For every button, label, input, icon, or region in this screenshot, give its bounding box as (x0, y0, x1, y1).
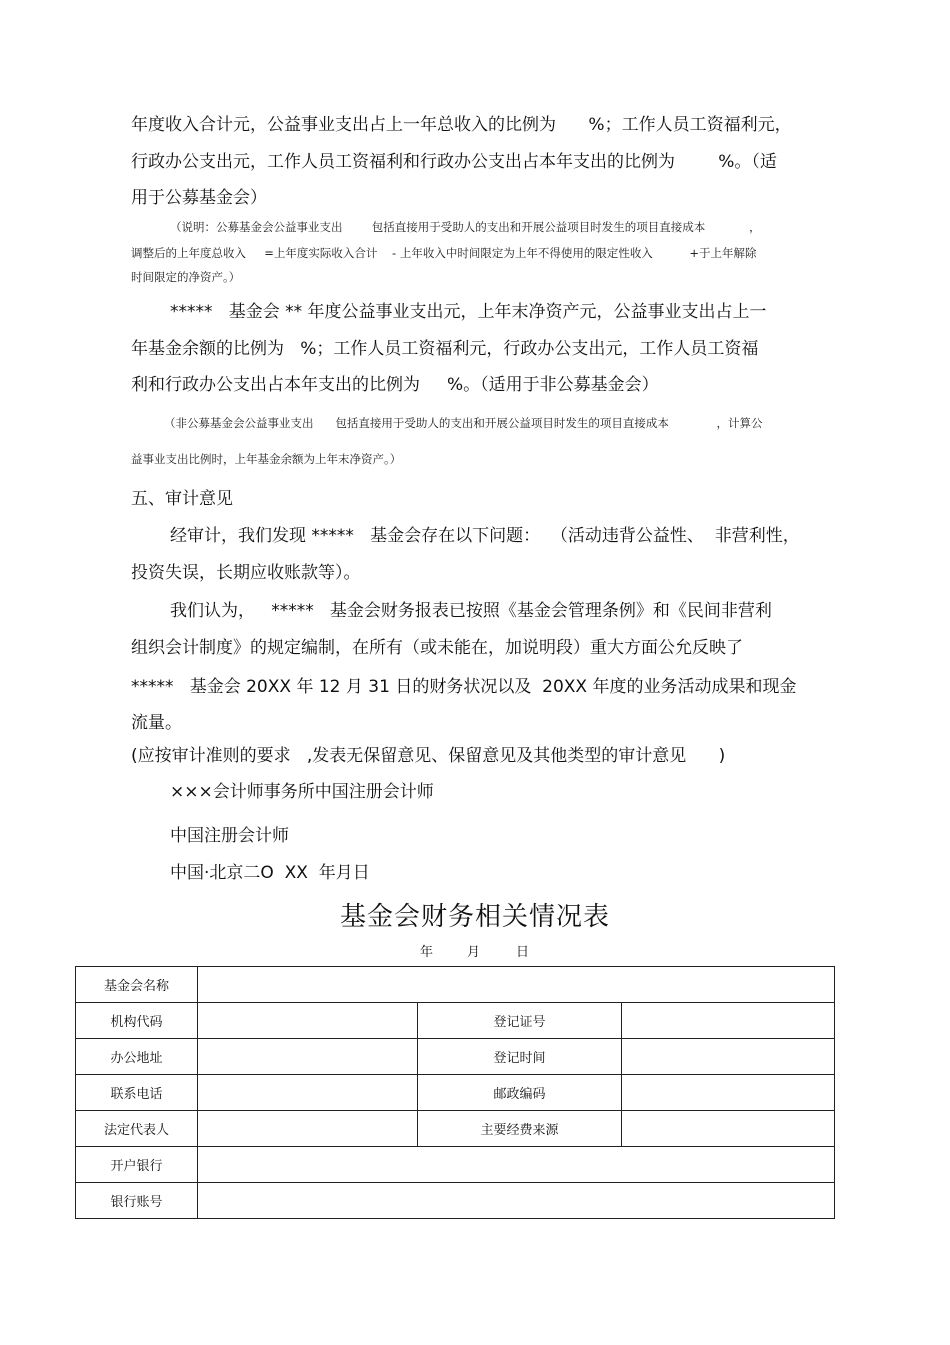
table-row (76, 1039, 835, 1075)
reg-no-field[interactable] (622, 1003, 835, 1039)
label-phone: 联系电话 (76, 1075, 198, 1111)
text-line: 投资失误，长期应收账款等）。 (131, 563, 361, 583)
account-field[interactable] (198, 1183, 835, 1219)
label-address: 办公地址 (76, 1039, 198, 1075)
text-line: 用于公募基金会） (131, 188, 267, 208)
funding-field[interactable] (622, 1111, 835, 1147)
bank-field[interactable] (198, 1147, 835, 1183)
table-row (76, 967, 835, 1003)
text-line: 年基金余额的比例为 %；工作人员工资福利元，行政办公支出元，工作人员工资福 (131, 339, 759, 359)
date-day: 日 (516, 945, 530, 960)
postcode-field[interactable] (622, 1075, 835, 1111)
note-line: （非公募基金会公益事业支出 包括直接用于受助人的支出和开展公益项目时发生的项目直接成本 ，计算公 (164, 416, 763, 430)
label-org-code: 机构代码 (76, 1003, 198, 1039)
note-line: （说明：公募基金会公益事业支出 包括直接用于受助人的支出和开展公益项目时发生的项目直接成本 ， (170, 220, 761, 234)
date-year: 年 (420, 945, 434, 960)
table-row (76, 1003, 835, 1039)
table-row (76, 1183, 835, 1219)
legal-rep-field[interactable] (198, 1111, 418, 1147)
address-field[interactable] (198, 1039, 418, 1075)
text-line: 利和行政办公支出占本年支出的比例为 %。（适用于非公募基金会） (131, 375, 659, 395)
text-line: 流量。 (131, 713, 182, 733)
table-row (76, 1111, 835, 1147)
note-line: 调整后的上年度总收入 =上年度实际收入合计 - 上年收入中时间限定为上年不得使用的限定性收入 +于上年解除 (131, 246, 757, 260)
signature-firm: ×××会计师事务所中国注册会计师 (170, 782, 434, 802)
label-account: 银行账号 (76, 1183, 198, 1219)
note-line: 时间限定的净资产。） (131, 270, 241, 284)
section-heading: 五、审计意见 (131, 489, 233, 509)
note-line: 益事业支出比例时，上年基金余额为上年末净资产。） (131, 452, 402, 466)
org-code-field[interactable] (198, 1003, 418, 1039)
date-month: 月 (467, 945, 481, 960)
text-line: 组织会计制度》的规定编制，在所有（或未能在，加说明段）重大方面公允反映了 (131, 638, 743, 658)
form-title: 基金会财务相关情况表 (339, 902, 610, 932)
label-bank: 开户银行 (76, 1147, 198, 1183)
signature-cpa: 中国注册会计师 (170, 826, 289, 846)
text-line: 我们认为， ***** 基金会财务报表已按照《基金会管理条例》和《民间非营利 (170, 601, 772, 621)
foundation-info-table (75, 966, 835, 1219)
text-line: 年度收入合计元，公益事业支出占上一年总收入的比例为 %；工作人员工资福利元， (131, 115, 792, 135)
text-line: 行政办公支出元，工作人员工资福利和行政办公支出占本年支出的比例为 %。（适 (131, 152, 777, 172)
foundation-name-field[interactable] (198, 967, 835, 1003)
label-foundation-name: 基金会名称 (76, 967, 198, 1003)
label-funding: 主要经费来源 (418, 1111, 622, 1147)
table-row (76, 1075, 835, 1111)
text-line: 经审计，我们发现 ***** 基金会存在以下问题： （活动违背公益性、 非营利性， (170, 526, 800, 546)
label-legal-rep: 法定代表人 (76, 1111, 198, 1147)
signature-date: 中国·北京二O XX 年月日 (170, 863, 370, 883)
label-reg-time: 登记时间 (418, 1039, 622, 1075)
label-postcode: 邮政编码 (418, 1075, 622, 1111)
phone-field[interactable] (198, 1075, 418, 1111)
label-reg-no: 登记证号 (418, 1003, 622, 1039)
table-row (76, 1147, 835, 1183)
reg-time-field[interactable] (622, 1039, 835, 1075)
text-line: (应按审计准则的要求 ,发表无保留意见、保留意见及其他类型的审计意见 ) (131, 746, 726, 766)
text-line: ***** 基金会 ** 年度公益事业支出元，上年末净资产元，公益事业支出占上一 (170, 302, 767, 322)
text-line: ***** 基金会 20XX 年 12 月 31 日的财务状况以及 20XX 年度的业务活动成果和现金 (131, 677, 797, 697)
